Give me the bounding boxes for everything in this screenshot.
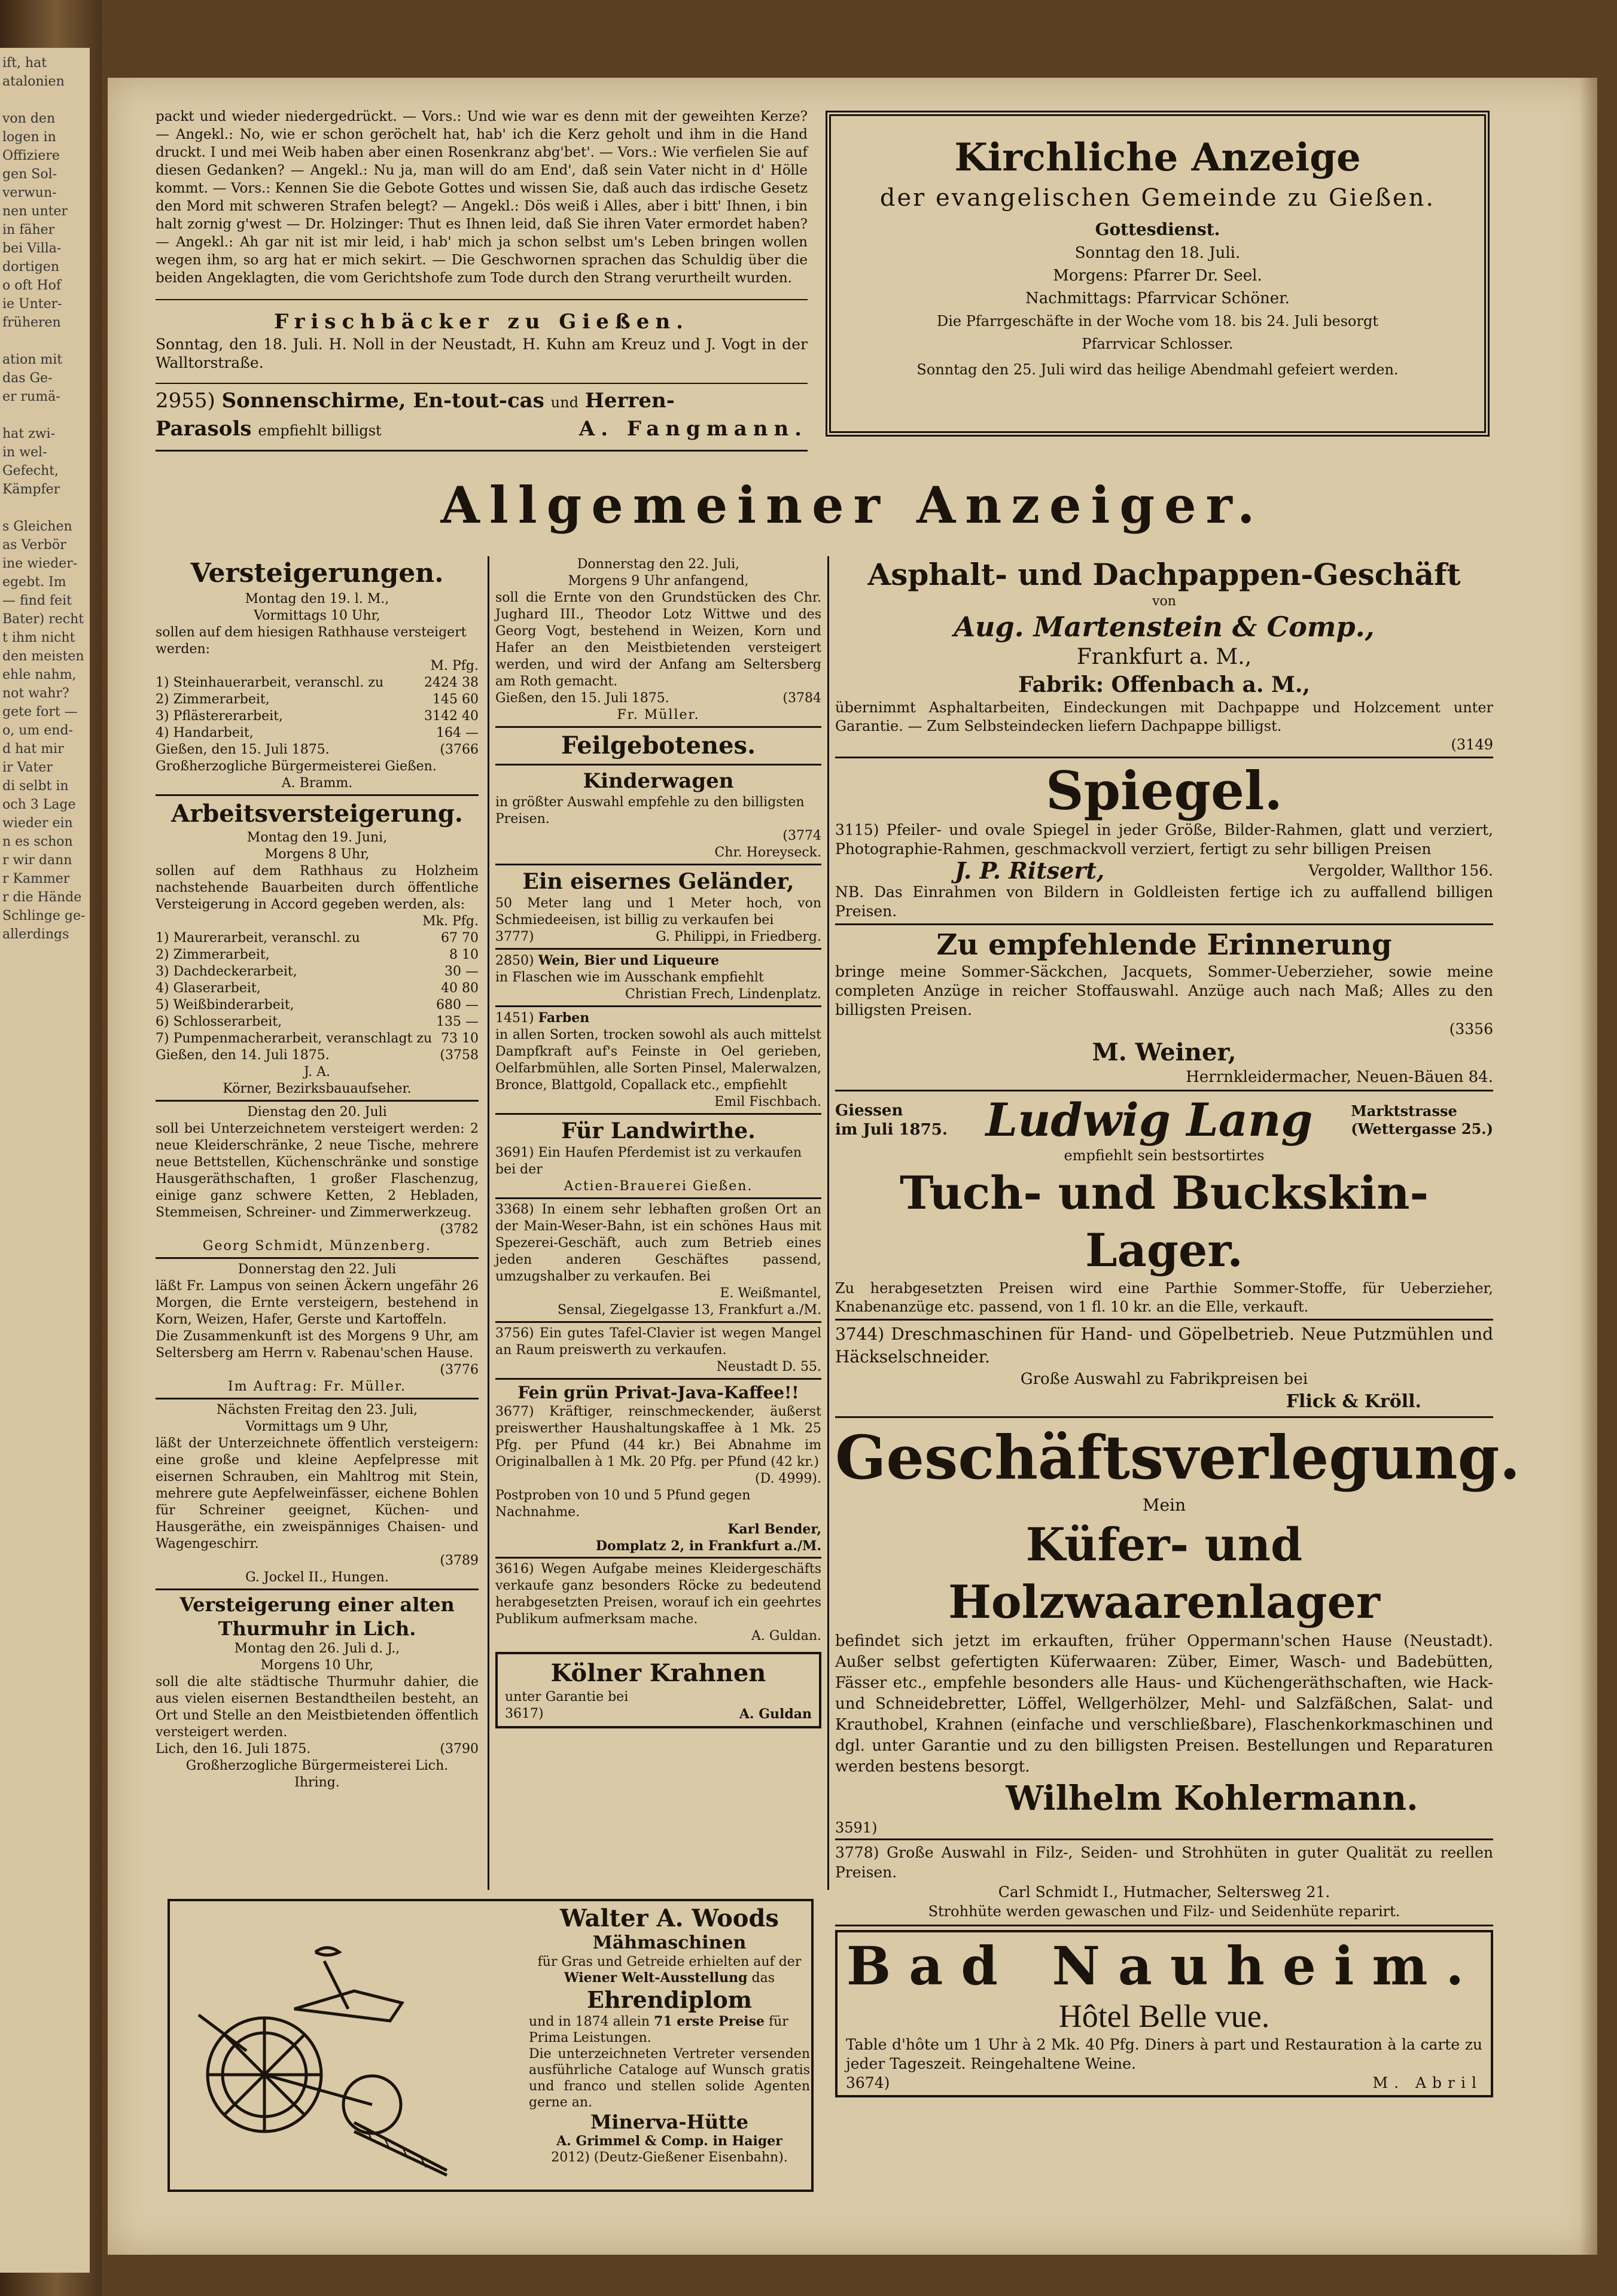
tower-clock-time: Morgens 10 Uhr, bbox=[260, 1658, 374, 1673]
dresch-signature: Flick & Kröll. bbox=[1286, 1391, 1421, 1412]
landwirthe-signature: Actien-Brauerei Gießen. bbox=[564, 1179, 753, 1194]
woods-text-3: Die unterzeichneten Vertreter versenden ausführliche Cataloge auf Wunsch gratis und franco und stellen solide Agenten gerne an. bbox=[529, 2047, 810, 2110]
ad-number: (D. 4999). bbox=[755, 1471, 821, 1486]
left-page-line: früheren bbox=[2, 315, 61, 330]
wine-signature: Christian Frech, Lindenplatz. bbox=[625, 987, 821, 1002]
left-page-line: — find feit bbox=[2, 593, 72, 608]
item-amount: 73 10 bbox=[441, 1031, 479, 1046]
harvest-signature: Fr. Müller. bbox=[617, 708, 700, 722]
church-line: Morgens: Pfarrer Dr. Seel. bbox=[1053, 267, 1262, 285]
hat-text: 3778) Große Auswahl in Filz-, Seiden- und Strohhüten in guter Qualität zu reellen Preisen. bbox=[835, 1844, 1493, 1881]
tower-clock-signature-name: Ihring. bbox=[294, 1775, 340, 1790]
woods-text-2c: für Prima Leistungen. bbox=[529, 2014, 788, 2045]
left-page-line: ift, hat bbox=[2, 56, 47, 71]
left-page-line: egebt. Im bbox=[2, 575, 66, 590]
woods-text-1: für Gras und Getreide erhielten auf der bbox=[537, 1955, 802, 1969]
item-row bbox=[156, 691, 479, 708]
ad-number: (3790 bbox=[440, 1742, 479, 1757]
mower-machine-illustration bbox=[175, 1925, 450, 2176]
ad-number: 3756) bbox=[495, 1326, 534, 1341]
ad-number: 3617) bbox=[505, 1706, 544, 1721]
hat-signature: Carl Schmidt I., Hutmacher, Seltersweg 21. bbox=[998, 1883, 1330, 1901]
auction-3-text: soll bei Unterzeichnetem versteigert werden: 2 neue Kleiderschränke, 2 neue Tische, mehrere neue Bettstellen, Küchenschränke und sonstige Hausgeräthschaften, 1 großer Flaschenzug, einige ganz schwere Ketten, 2 Hebladen, Stemmeisen, Schreiner- und Zimmerwerkzeug. bbox=[156, 1121, 479, 1220]
sonnenschirme-und: und bbox=[550, 394, 578, 411]
java-text-2: Postproben von 10 und 5 Pfund gegen Nachnahme. bbox=[495, 1488, 751, 1520]
sonnenschirme-ad bbox=[156, 388, 808, 447]
left-page-line: in fäher bbox=[2, 222, 55, 237]
item-label: 4) Glaserarbeit, bbox=[156, 981, 261, 996]
left-page-line: d hat mir bbox=[2, 742, 64, 757]
left-page-line: nen unter bbox=[2, 204, 68, 219]
column-rule bbox=[827, 556, 829, 1890]
left-page-line: och 3 Lage bbox=[2, 797, 76, 812]
woods-firm-2: A. Grimmel & Comp. in Haiger bbox=[556, 2133, 782, 2149]
left-page-line: o oft Hof bbox=[2, 278, 62, 293]
item-amount: 135 — bbox=[436, 1014, 479, 1029]
item-label: 6) Schlosserarbeit, bbox=[156, 1014, 282, 1029]
ludwig-lang-headline: Tuch- und Buckskin-Lager. bbox=[899, 1166, 1429, 1277]
item-amount: 30 — bbox=[444, 964, 479, 979]
left-page-line: r wir dann bbox=[2, 853, 72, 868]
asphalt-firm: Aug. Martenstein & Comp., bbox=[954, 611, 1375, 643]
auction-4-date: Donnerstag den 22. Juli bbox=[237, 1262, 397, 1277]
work-auction-items bbox=[156, 930, 479, 1047]
harvest-text: soll die Ernte von den Grundstücken des Chr. Jughard III., Theodor Lotz Wittwe und des Georg Vogt, bestehend in Weizen, Korn und Hafer an den Meistbietenden versteigert werden, und wird der Anfang am Seltersberg am Roth gemacht. bbox=[495, 590, 821, 689]
java-text: 3677) Kräftiger, reinschmeckender, äußerst preiswerther Haushaltungskaffee à 1 Mk. 25 Pfg. per Pfund (44 kr.) Bei Abnahme im Originalballen à 1 Mk. 20 Pfg. per Pfund (42 kr.) bbox=[495, 1404, 821, 1469]
left-page-line: verwun- bbox=[2, 185, 57, 200]
ad-number: (3774 bbox=[782, 828, 821, 843]
ad-number: 3616) bbox=[495, 1562, 534, 1577]
item-label: 5) Weißbinderarbeit, bbox=[156, 998, 294, 1013]
ludwig-lang-street-2: (Wettergasse 25.) bbox=[1351, 1120, 1493, 1138]
ad-number: 2850) bbox=[495, 953, 534, 968]
church-line: Sonntag den 18. Juli. bbox=[1074, 244, 1241, 262]
erinnerung-text: bringe meine Sommer-Säckchen, Jacquets, Sommer-Ueberzieher, sowie meine completen Anzüge in reicher Stoffauswahl. Anzüge auch nach Maß; Alles zu den billigsten Preisen. bbox=[835, 963, 1493, 1019]
auction-4-signature: Im Auftrag: Fr. Müller. bbox=[228, 1379, 406, 1394]
kinderwagen-signature: Chr. Horeyseck. bbox=[714, 845, 821, 860]
left-page-line: hat zwi- bbox=[2, 426, 56, 441]
ludwig-lang-date: im Juli 1875. bbox=[835, 1121, 948, 1139]
left-page-line: o, um end- bbox=[2, 723, 73, 738]
gelaender-text: 50 Meter lang und 1 Meter hoch, von Schmiedeeisen, ist billig zu verkaufen bei bbox=[495, 896, 821, 928]
ad-number: (3758 bbox=[440, 1048, 479, 1063]
left-page-line: von den bbox=[2, 111, 56, 126]
auction-3-date: Dienstag den 20. Juli bbox=[247, 1105, 387, 1120]
hotel-signature: M. Abril bbox=[1372, 2074, 1482, 2091]
church-line: Die Pfarrgeschäfte in der Woche vom 18. bis 24. Juli besorgt bbox=[937, 313, 1378, 330]
work-auction-time: Morgens 8 Uhr, bbox=[264, 847, 370, 862]
item-row bbox=[156, 997, 479, 1014]
left-page-line: r Kammer bbox=[2, 871, 70, 886]
currency-header: Mk. Pfg. bbox=[422, 914, 479, 929]
wine-text: in Flaschen wie im Ausschank empfiehlt bbox=[495, 970, 764, 985]
tower-clock-date: Montag den 26. Juli d. J., bbox=[234, 1641, 400, 1656]
divider bbox=[156, 383, 808, 384]
woods-text-2: und in 1874 allein bbox=[529, 2014, 650, 2029]
left-page-line: logen in bbox=[2, 130, 56, 145]
left-page-line: Kämpfer bbox=[2, 482, 60, 497]
koelner-krahnen-title: Kölner Krahnen bbox=[550, 1659, 766, 1687]
column-rule bbox=[488, 556, 489, 1890]
ad-number: (3149 bbox=[1451, 736, 1493, 753]
ad-number: (3784 bbox=[782, 691, 821, 706]
ad-number: 1451) bbox=[495, 1011, 534, 1026]
item-amount: 3142 40 bbox=[424, 709, 479, 724]
woods-mower-ad bbox=[168, 1899, 814, 2192]
item-label: 4) Handarbeit, bbox=[156, 725, 254, 740]
woods-railway: (Deutz-Gießener Eisenbahn). bbox=[593, 2150, 788, 2165]
item-label: 3) Pflästererarbeit, bbox=[156, 709, 283, 724]
auction-5-date: Nächsten Freitag den 23. Juli, bbox=[216, 1402, 418, 1417]
tower-clock-place-date: Lich, den 16. Juli 1875. bbox=[156, 1742, 311, 1757]
church-line: Sonntag den 25. Juli wird das heilige Abendmahl gefeiert werden. bbox=[916, 361, 1399, 378]
church-line: Nachmittags: Pfarrvicar Schöner. bbox=[1025, 289, 1290, 307]
spiegel-note: NB. Das Einrahmen von Bildern in Goldleisten fertige ich zu auffallend billigen Preisen. bbox=[835, 883, 1493, 920]
column-2 bbox=[495, 556, 821, 1890]
ludwig-lang-city: Giessen bbox=[835, 1102, 903, 1120]
hotel-name: Hôtel Belle vue. bbox=[1058, 1998, 1270, 2034]
auction-signature: Großherzogliche Bürgermeisterei Gießen. bbox=[156, 759, 437, 774]
item-row bbox=[156, 725, 479, 742]
item-label: 3) Dachdeckerarbeit, bbox=[156, 964, 297, 979]
left-page-line: dortigen bbox=[2, 260, 59, 275]
woods-subtitle: Mähmaschinen bbox=[592, 1932, 747, 1953]
work-auction-text: sollen auf dem Rathhaus zu Holzheim nachstehende Bauarbeiten durch öffentliche Versteigerung in Accord gegeben werden, als: bbox=[156, 864, 479, 912]
woods-text-1c: das bbox=[751, 1971, 775, 1986]
auction-3-signature: Georg Schmidt, Münzenberg. bbox=[202, 1239, 432, 1254]
asphalt-factory: Fabrik: Offenbach a. M., bbox=[1018, 672, 1310, 697]
auction-5-time: Vormittags um 9 Uhr, bbox=[245, 1419, 389, 1434]
left-page-line: ir Vater bbox=[2, 760, 53, 775]
left-page-line: Schlinge ge- bbox=[2, 908, 86, 923]
left-page-line: allerdings bbox=[2, 927, 69, 942]
geschaeftsverlegung-text: befindet sich jetzt im erkauften, früher Oppermann'schen Hause (Neustadt). Außer selbst gefertigten Küferwaaren: Züber, Eimer, Wasch- und Badebütten, Fässer etc., empfehle besonders alle Haus- und Küchengeräthschaften, wie Hack- und Schneidebretter, Löffel, Wellgerhölzer, Mehl- und Salzfäßchen, Salat- und Krauthobel, Krahnen (einfache und verschließbare), Flaschenkorkmaschinen und dgl. unter Garantie und zu den billigsten Preisen. Bestellungen und Reparaturen werden bestens besorgt. bbox=[835, 1632, 1493, 1776]
hat-text-2: Strohhüte werden gewaschen und Filz- und Seidenhüte reparirt. bbox=[928, 1903, 1400, 1920]
kinderwagen-title: Kinderwagen bbox=[583, 769, 734, 793]
work-auction-signature-name: Körner, Bezirksbauaufseher. bbox=[223, 1081, 412, 1096]
piano-signature: Neustadt D. 55. bbox=[716, 1359, 821, 1374]
church-service-heading: Gottesdienst. bbox=[1095, 219, 1220, 239]
landwirthe-text: 3691) Ein Haufen Pferdemist ist zu verkaufen bei der bbox=[495, 1145, 802, 1177]
ad-number: (3766 bbox=[440, 742, 479, 757]
auction-items bbox=[156, 675, 479, 742]
asphalt-von: von bbox=[1152, 594, 1176, 609]
left-page-line: Offiziere bbox=[2, 148, 60, 163]
feilgebotenes-heading: Feilgebotenes. bbox=[561, 731, 756, 760]
sonnenschirme-text: empfiehlt billigst bbox=[258, 422, 382, 439]
hotel-text: Table d'hôte um 1 Uhr à 2 Mk. 40 Pfg. Diners à part und Restauration à la carte zu jeder Tageszeit. Reingehaltene Weine. bbox=[846, 2036, 1482, 2072]
work-auction-signature: J. A. bbox=[304, 1065, 330, 1080]
left-page-line: wieder ein bbox=[2, 816, 73, 831]
auction-text: sollen auf dem hiesigen Rathhause versteigert werden: bbox=[156, 625, 467, 657]
woods-prizes: 71 erste Preise bbox=[654, 2014, 765, 2029]
guldan-text: Wegen Aufgabe meines Kleidergeschäfts verkaufe ganz besonders Röcke zu bedeutend herabgesetzten Preisen, worauf ich ein geehrtes Publikum aufmerksam mache. bbox=[495, 1562, 821, 1627]
ad-number: (3782 bbox=[440, 1222, 479, 1237]
left-page-line: Bater) recht bbox=[2, 612, 84, 627]
left-page-line: r die Hände bbox=[2, 890, 82, 905]
parasols-title: Parasols bbox=[156, 417, 252, 441]
paint-text: in allen Sorten, trocken sowohl als auch mittelst Dampfkraft auf's Feinste in Oel gerieben, Oelfarbmühlen, alle Sorten Pinsel, Malerwalzen, Bronce, Blattgold, Copallack etc., empfiehlt bbox=[495, 1027, 821, 1093]
ludwig-lang-street: Marktstrasse bbox=[1351, 1102, 1457, 1120]
erinnerung-title: Zu empfehlende Erinnerung bbox=[936, 928, 1392, 962]
guldan-signature: A. Guldan. bbox=[751, 1629, 821, 1644]
wine-title: Wein, Bier und Liqueure bbox=[538, 953, 720, 968]
paint-title: Farben bbox=[538, 1010, 590, 1026]
left-page-line: er rumä- bbox=[2, 389, 60, 404]
sonnenschirme-title: Sonnenschirme, En-tout-cas bbox=[221, 389, 544, 413]
item-label: 2) Zimmerarbeit, bbox=[156, 692, 270, 707]
court-report-paragraph: packt und wieder niedergedrückt. — Vors.: Und wie war es denn mit der geweihten Kerze? — Angekl.: No, wie er schon geröchelt hat, hab' ich die Kerz geholt und ihm in die Hand druckt. I und mei Weib haben aber einen Rosenkranz abg'bet'. — Vors.: Wie verfielen Sie auf diesen Gedanken? — Angekl.: Nu ja, man will do am End', daß sein Vater nicht in d' Hölle kommt. — Vors.: Kennen Sie die Gebote Gottes und wissen Sie, daß auch das irdische Gesetz den Mord mit schweren Strafen belegt? — Angekl.: Dös weiß i Alles, aber i bitt' Ihnen, i bin halt zornig g'west — Dr. Holzinger: Thut es Ihnen leid, daß Sie ihren Vater ermordet haben? — Angekl.: Ah gar nit ist mir leid, i hab' mich ja schon selbst um's Leben bringen wollen wegen ihm, so arg hat er mich sekirt. — Die Geschwornen sprachen das Schuldig über die beiden Angeklagten, die vom Gerichtshofe zum Tode durch den Strang verurtheilt wurden. bbox=[156, 109, 808, 286]
frischbaecker-text: Sonntag, den 18. Juli. H. Noll in der Neustadt, H. Kuhn am Kreuz und J. Vogt in der Walltorstraße. bbox=[156, 336, 808, 371]
item-amount: 145 60 bbox=[433, 692, 479, 707]
item-row bbox=[156, 947, 479, 963]
geschaeftsverlegung-subtitle: Küfer- und Holzwaarenlager bbox=[948, 1518, 1380, 1629]
geschaeftsverlegung-mein: Mein bbox=[1142, 1495, 1186, 1515]
left-page-line: as Verbör bbox=[2, 538, 66, 553]
left-page-margin bbox=[0, 48, 90, 2273]
java-signature: Karl Bender, bbox=[727, 1521, 821, 1537]
harvest-place-date: Gießen, den 15. Juli 1875. bbox=[495, 691, 669, 706]
tower-clock-title: Versteigerung einer alten Thurmuhr in Lich. bbox=[179, 1593, 455, 1640]
bad-nauheim-title: Bad Nauheim. bbox=[846, 1935, 1482, 1997]
column-1 bbox=[156, 556, 479, 1890]
church-line: Pfarrvicar Schlosser. bbox=[1082, 336, 1234, 352]
asphalt-text: übernimmt Asphaltarbeiten, Eindeckungen mit Dachpappe und Holzcement unter Garantie. — Zum Selbsteindecken liefern Dachpappe billigst. bbox=[835, 699, 1493, 734]
newspaper-page bbox=[108, 78, 1597, 2255]
auction-place-date: Gießen, den 15. Juli 1875. bbox=[156, 742, 330, 757]
asphalt-title: Asphalt- und Dachpappen-Geschäft bbox=[867, 557, 1461, 592]
house-signature-address: Sensal, Ziegelgasse 13, Frankfurt a./M. bbox=[557, 1303, 821, 1318]
ludwig-lang-name: Ludwig Lang bbox=[985, 1093, 1313, 1147]
tower-clock-text: soll die alte städtische Thurmuhr dahier, die aus vielen eisernen Bestandtheilen besteht, an Ort und Stelle an den Meistbietenden öffentlich versteigert werden. bbox=[156, 1675, 479, 1740]
work-auction-date: Montag den 19. Juni, bbox=[246, 830, 388, 845]
piano-text: Ein gutes Tafel-Clavier ist wegen Mangel an Raum preiswerth zu verkaufen. bbox=[495, 1326, 821, 1358]
auction-4-text: läßt Fr. Lampus von seinen Äckern ungefähr 26 Morgen, die Ernte versteigern, bestehend in Korn, Weizen, Hafer, Gerste und Kartoffeln. bbox=[156, 1279, 479, 1327]
ludwig-lang-sub: empfiehlt sein bestsortirtes bbox=[1064, 1147, 1265, 1164]
left-page-line bbox=[2, 406, 90, 425]
item-row bbox=[156, 1014, 479, 1030]
divider bbox=[156, 450, 808, 452]
frischbaecker-title: Frischbäcker zu Gießen. bbox=[274, 310, 689, 334]
left-page-line: gete fort — bbox=[2, 705, 78, 719]
woods-diploma: Ehrendiplom bbox=[587, 1986, 752, 2013]
left-page-line bbox=[2, 499, 90, 517]
auction-signature-name: A. Bramm. bbox=[281, 776, 353, 791]
item-amount: 40 80 bbox=[441, 981, 479, 996]
item-row bbox=[156, 930, 479, 947]
work-auction-title: Arbeitsversteigerung. bbox=[171, 800, 463, 828]
spiegel-firm: J. P. Ritsert, bbox=[955, 857, 1105, 884]
ad-number: 3674) bbox=[846, 2074, 890, 2091]
masthead: Allgemeiner Anzeiger. bbox=[440, 475, 1265, 535]
left-page-line: s Gleichen bbox=[2, 519, 72, 534]
ad-number: (3356 bbox=[1449, 1020, 1493, 1038]
left-page-line: ine wieder- bbox=[2, 556, 78, 571]
tower-clock-signature: Großherzogliche Bürgermeisterei Lich. bbox=[185, 1758, 449, 1773]
java-title: Fein grün Privat-Java-Kaffee!! bbox=[517, 1383, 799, 1402]
paint-signature: Emil Fischbach. bbox=[714, 1094, 821, 1109]
asphalt-city: Frankfurt a. M., bbox=[1076, 645, 1252, 669]
item-amount: 8 10 bbox=[449, 947, 479, 962]
church-subtitle: der evangelischen Gemeinde zu Gießen. bbox=[879, 184, 1436, 212]
woods-title: Walter A. Woods bbox=[560, 1904, 779, 1932]
item-row bbox=[156, 963, 479, 980]
left-page-line: ation mit bbox=[2, 352, 63, 367]
item-amount: 680 — bbox=[436, 998, 479, 1013]
church-notice-box bbox=[826, 111, 1490, 437]
woods-exhibition: Wiener Welt-Ausstellung bbox=[564, 1970, 748, 1986]
church-title: Kirchliche Anzeige bbox=[954, 135, 1361, 180]
geschaeftsverlegung-title: Geschäftsverlegung. bbox=[835, 1422, 1521, 1493]
left-page-line: ehle nahm, bbox=[2, 667, 77, 682]
left-page-line: in wel- bbox=[2, 445, 47, 460]
left-page-line: atalonien bbox=[2, 74, 65, 89]
sonnenschirme-firm: A. Fangmann. bbox=[578, 417, 808, 441]
erinnerung-firm: M. Weiner, bbox=[1092, 1038, 1237, 1066]
ad-number: (3789 bbox=[440, 1553, 479, 1568]
ludwig-lang-text: Zu herabgesetzten Preisen wird eine Parthie Sommer-Stoffe, für Ueberzieher, Knabenanzüge etc. passend, von 1 fl. 10 kr. an die Elle, verkauft. bbox=[835, 1280, 1493, 1315]
work-auction-place-date: Gießen, den 14. Juli 1875. bbox=[156, 1048, 330, 1063]
item-row bbox=[156, 980, 479, 997]
item-label: 1) Maurerarbeit, veranschl. zu bbox=[156, 931, 360, 946]
koelner-krahnen-signature: A. Guldan bbox=[739, 1706, 812, 1722]
left-page-line: di selbt in bbox=[2, 779, 69, 794]
ad-number: 3591) bbox=[835, 1819, 878, 1836]
left-page-line bbox=[2, 332, 90, 350]
kinderwagen-text: in größter Auswahl empfehle zu den billigsten Preisen. bbox=[495, 795, 805, 827]
auction-time: Vormittags 10 Uhr, bbox=[254, 608, 380, 623]
spiegel-title: Spiegel. bbox=[1045, 760, 1283, 822]
frischbaecker-notice bbox=[156, 309, 808, 371]
house-text: In einem sehr lebhaften großen Ort an der Main-Weser-Bahn, ist ein schönes Haus mit Spezerei-Geschäft, auch zum Betrieb eines jeden anderen Geschäftes passend, umzugshalber zu verkaufen. Bei bbox=[495, 1202, 821, 1284]
item-row bbox=[156, 675, 479, 691]
currency-header: M. Pfg. bbox=[430, 658, 479, 673]
item-row bbox=[156, 708, 479, 725]
landwirthe-title: Für Landwirthe. bbox=[561, 1118, 756, 1144]
auction-5-text: läßt der Unterzeichnete öffentlich versteigern: eine große und kleine Aepfelpresse mit eisernen Schrauben, ein Mahltrog mit Stein, mehrere gute Aepfelweinfässer, eichene Bohlen für Schreiner geeignet, Küchen- und Hausgeräthe, ein zweispänniges Chaisen- und Wagengeschirr. bbox=[156, 1436, 479, 1551]
item-amount: 2424 38 bbox=[424, 675, 479, 690]
left-page-line: ie Unter- bbox=[2, 297, 62, 312]
harvest-time: Morgens 9 Uhr anfangend, bbox=[568, 574, 749, 589]
left-page-line: Gefecht, bbox=[2, 464, 59, 478]
left-page-line: n es schon bbox=[2, 834, 73, 849]
auction-date: Montag den 19. l. M., bbox=[245, 591, 389, 606]
left-page-line: gen Sol- bbox=[2, 167, 57, 182]
harvest-date: Donnerstag den 22. Juli, bbox=[577, 557, 740, 572]
divider bbox=[156, 299, 808, 300]
gelaender-signature: G. Philippi, in Friedberg. bbox=[656, 929, 821, 944]
left-page-line: not wahr? bbox=[2, 686, 69, 701]
ad-number: 2012) bbox=[551, 2150, 590, 2165]
item-label: 2) Zimmerarbeit, bbox=[156, 947, 270, 962]
item-amount: 164 — bbox=[436, 725, 479, 740]
spiegel-text: 3115) Pfeiler- und ovale Spiegel in jeder Größe, Bilder-Rahmen, glatt und verziert, Photographie-Rahmen, geschmackvoll verziert, fertigt zu sehr billigen Preisen bbox=[835, 821, 1493, 858]
left-page-line: den meisten bbox=[2, 649, 84, 664]
item-amount: 67 70 bbox=[441, 931, 479, 946]
woods-firm: Minerva-Hütte bbox=[590, 2111, 749, 2133]
column-3 bbox=[835, 556, 1521, 2195]
item-label: 1) Steinhauerarbeit, veranschl. zu bbox=[156, 675, 384, 690]
auction-5-signature: G. Jockel II., Hungen. bbox=[245, 1570, 389, 1585]
spiegel-address: Vergolder, Wallthor 156. bbox=[1308, 862, 1493, 879]
erinnerung-address: Herrnkleidermacher, Neuen-Bäuen 84. bbox=[1186, 1068, 1493, 1086]
left-page-line: t ihm nicht bbox=[2, 630, 75, 645]
house-signature: E. Weißmantel, bbox=[720, 1286, 821, 1301]
ad-number: 3777) bbox=[495, 929, 534, 944]
koelner-krahnen-text: unter Garantie bei bbox=[505, 1690, 629, 1705]
auction-4-text-2: Die Zusammenkunft ist des Morgens 9 Uhr, am Seltersberg am Herrn v. Rabenau'schen Hause. bbox=[156, 1329, 479, 1361]
dresch-text: 3744) Dreschmaschinen für Hand- und Göpelbetrieb. Neue Putzmühlen und Häckselschneider. bbox=[835, 1324, 1493, 1367]
auction-title: Versteigerungen. bbox=[190, 558, 444, 589]
left-page-line: bei Villa- bbox=[2, 241, 62, 256]
ad-number: (3776 bbox=[440, 1362, 479, 1377]
item-row bbox=[156, 1030, 479, 1047]
item-label: 7) Pumpenmacherarbeit, veranschlagt zu bbox=[156, 1031, 433, 1046]
geschaeftsverlegung-signature: Wilhelm Kohlermann. bbox=[1006, 1779, 1418, 1818]
left-page-line bbox=[2, 91, 90, 109]
court-report-text bbox=[156, 108, 808, 286]
sonnenschirme-title-2: Herren- bbox=[584, 389, 675, 413]
gelaender-title: Ein eisernes Geländer, bbox=[522, 869, 794, 894]
dresch-text-2: Große Auswahl zu Fabrikpreisen bei bbox=[1020, 1370, 1308, 1388]
ad-number: 3368) bbox=[495, 1202, 534, 1217]
left-page-line: das Ge- bbox=[2, 371, 53, 386]
ad-number: 2955) bbox=[156, 389, 215, 413]
java-signature-address: Domplatz 2, in Frankfurt a./M. bbox=[595, 1538, 821, 1554]
